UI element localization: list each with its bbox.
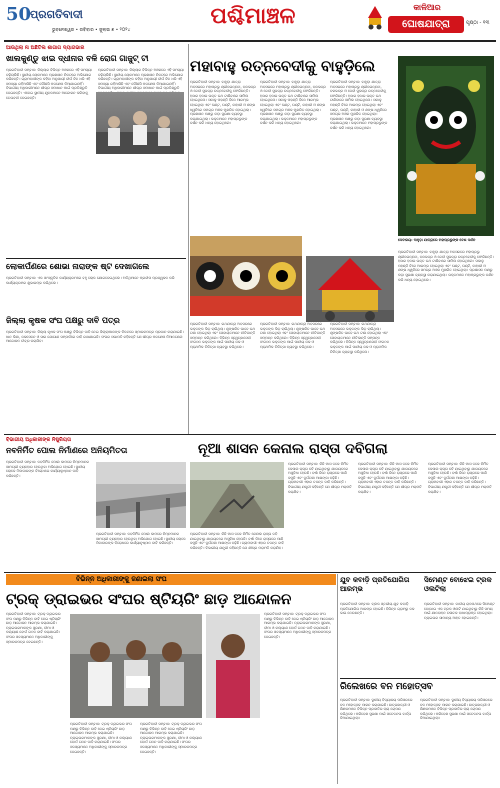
- left-road-body-col2: ପ୍ରଗତିବାଦୀ ସମ୍ବାଦ: ନବନିର୍ମିତ ପୋଲ କାମରେ ନିମ୍ନମାନର ସାମଗ୍ରୀ ବ୍ୟବହାର ହେଉଥିବା ଅଭିଯୋଗ ହୋଇଛି। ସ୍ଥାନୀୟ ଲୋକେ ଠିକାଦାରଙ୍କ ବିରୋଧରେ କାର୍ଯ୍ୟାନୁଷ୍ଠାନ ଦାବି କରିଛନ୍ତି।: [96, 532, 186, 546]
- rath-photo-left: [190, 236, 302, 316]
- meeting-photo: [96, 92, 184, 154]
- road-headline: ନୂଆ ଶାସନ କେନାଲ ରାସ୍ତା ଦବିଗଲା: [198, 441, 388, 457]
- left-mid-rule: [6, 258, 186, 259]
- badge-top-text: କାଳିଆର: [413, 3, 441, 12]
- main-headline: ମହାବାହୁ ରତ୍ନବେଦୀକୁ ବାହୁଡ଼ିଲେ: [190, 57, 376, 75]
- center-mid-body-col1: ପ୍ରଗତିବାଦୀ ସମ୍ବାଦ: ରଥଯାତ୍ରା ଅବସରରେ ଭକ୍ତଙ୍କ ଭିଡ଼ ଲାଗିଥିଲା। ଶୃଙ୍ଖଳିତ ଭାବେ ରଥ ଟଣା ହୋଇଥିଲା ଏବଂ ସେବାୟତମାନେ ନୀତିକାନ୍ତି ସମ୍ପନ୍ନ କରିଥିଲେ। ବିଭିନ୍ନ ସ୍ୱେଚ୍ଛାସେବୀ ସଂଗଠନ ଭକ୍ତଙ୍କ ପାଇଁ ପାନୀୟ ଜଳ ଓ ପ୍ରାଥମିକ ଚିକିତ୍ସା ବ୍ୟବସ୍ଥା କରିଥିଲେ।: [190, 322, 256, 349]
- forest-body-col1: ପ୍ରଗତିବାଦୀ ସମ୍ବାଦ: ସ୍ଥାନୀୟ ବିଦ୍ୟାଳୟ ପରିସରରେ ବନ ମହୋତ୍ସବ ପାଳନ କରାଯାଇଛି। ଛାତ୍ରଛାତ୍ରୀ ଓ ଶିକ୍ଷକମାନେ ବିଭିନ୍ନ ପ୍ରଜାତିର ଚାରା ରୋପଣ କରିଥିଲେ। ପରିବେଶ ସୁରକ୍ଷା ପାଇଁ ସଚେତନତା ବାର୍ତ୍ତା ଦିଆଯାଇଥିଲା।: [340, 698, 413, 721]
- strike-body-col3: ପ୍ରଗତିବାଦୀ ସମ୍ବାଦ: ଟ୍ରକ୍ ଡ୍ରାଇଭର ସଂଘ ପକ୍ଷରୁ ବିଭିନ୍ନ ଦାବି ନେଇ ଷ୍ଟିୟରିଂ ଛାଡ଼ ଆନ୍ଦୋଳନ ଆରମ୍ଭ କରାଯାଇଛି। ଡ୍ରାଇଭରମାନଙ୍କ ସୁରକ୍ଷା, ବୀମା ଓ କଲ୍ୟାଣ ବୋର୍ଡ ଗଠନ ଦାବି କରାଯାଇଛି। ସଂଘର ସଦସ୍ୟମାନେ ଅଧିକାରୀଙ୍କୁ ସ୍ମାରକପତ୍ର ଦେଇଛନ୍ତି।: [140, 722, 202, 754]
- strike-headline: ଟ୍ରକ୍ ଡ୍ରାଇଭର ସଂଘର ଷ୍ଟିୟରିଂ ଛାଡ଼ ଆନ୍ଦୋଳନ: [6, 590, 292, 608]
- badge-main-text: ଘୋଷଯାତ୍ରା: [388, 16, 464, 33]
- main-body-col3: ପ୍ରଗତିବାଦୀ ସମ୍ବାଦ: ବାହୁଡ଼ା ଯାତ୍ରା ଅବସରରେ ମହାପ୍ରଭୁ ଶ୍ରୀଜଗନ୍ନାଥ, ବଳଭଦ୍ର ଓ ଦେବୀ ସୁଭଦ୍ରା ରତ୍ନବେଦୀକୁ ଫେରିଛନ୍ତି। ହଜାର ହଜାର ଭକ୍ତ ରଥ ଟାଣିବାରେ ସାମିଲ ହୋଇଥିଲେ। ସକାଳୁ ପହଣ୍ଡି ବିଜେ ଆରମ୍ଭ ହୋଇଥିଲା ଏବଂ ଘଣ୍ଟ, ଘଣ୍ଟି, କାହାଳୀ ଓ ଶଙ୍ଖ ଧ୍ୱନିରେ ସମଗ୍ର ଅଞ୍ଚଳ ମୁଖରିତ ହୋଇଥିଲା। ପ୍ରଶାସନ ପକ୍ଷରୁ କଡ଼ା ସୁରକ୍ଷା ବ୍ୟବସ୍ଥା କରାଯାଇଥିଲା। ଭକ୍ତମାନେ ମହାପ୍ରଭୁଙ୍କ ଦର୍ଶନ କରି ଧନ୍ୟ ହୋଇଥିଲେ।: [330, 80, 388, 130]
- column-divider-2: [337, 574, 338, 784]
- woman-photo: [206, 614, 260, 718]
- paper-name: ପ୍ରଗତିବାଦୀ: [30, 8, 83, 21]
- sports-body: ପ୍ରଗତିବାଦୀ ସମ୍ବାଦ: ବ୍ଲକ ସ୍ତରୀୟ ଯୁବ କବାଡ଼ି ପ୍ରତିଯୋଗିତା ଆରମ୍ଭ ହୋଇଛି। ବିଭିନ୍ନ ଗ୍ରାମରୁ ଦଳ ଭାଗ ନେଉଛନ୍ତି।: [340, 602, 415, 616]
- road-damage-photo: [190, 462, 284, 528]
- strike-kicker-bar: ବିଭିନ୍ନ ଅଧିକାରୀଙ୍କୁ ଜଣାଇଲା ସଂଘ: [6, 574, 336, 585]
- left-low-body: ପ୍ରଗତିବାଦୀ ସମ୍ବାଦ: ଜିଲ୍ଲା କୃଷକ ସଂଘ ପକ୍ଷରୁ ବିଭିନ୍ନ ଦାବି ନେଇ ଜିଲ୍ଲାପାଳଙ୍କ ନିକଟରେ ସ୍ମାରକପତ୍ର ପ୍ରଦାନ କରାଯାଇଛି। ଧାନ କିଣା, ଜଳସେଚନ ଓ ସାର ଯୋଗାଣ ସମ୍ପର୍କରେ ଦାବି ରଖାଯାଇଛି। ସଂଘର ସଭାପତି କହିଛନ୍ତି ଯେ ଶୀଘ୍ର ପଦକ୍ଷେପ ନିଆନଗଲେ ଆନ୍ଦୋଳନ ତୀବ୍ର କରାଯିବ।: [6, 330, 184, 344]
- strike-body-col2: ପ୍ରଗତିବାଦୀ ସମ୍ବାଦ: ଟ୍ରକ୍ ଡ୍ରାଇଭର ସଂଘ ପକ୍ଷରୁ ବିଭିନ୍ନ ଦାବି ନେଇ ଷ୍ଟିୟରିଂ ଛାଡ଼ ଆନ୍ଦୋଳନ ଆରମ୍ଭ କରାଯାଇଛି। ଡ୍ରାଇଭରମାନଙ୍କ ସୁରକ୍ଷା, ବୀମା ଓ କଲ୍ୟାଣ ବୋର୍ଡ ଗଠନ ଦାବି କରାଯାଇଛି। ସଂଘର ସଦସ୍ୟମାନେ ଅଧିକାରୀଙ୍କୁ ସ୍ମାରକପତ୍ର ଦେଇଛନ୍ତି।: [70, 722, 132, 754]
- road-body-col0: ପ୍ରଗତିବାଦୀ ସମ୍ବାଦ: କିଛି ମାସ ତଳେ ନିର୍ମିତ କେନାଲ ରାସ୍ତା ଦବି ଯାଇଥିବାରୁ ଯାତାୟତରେ ଅସୁବିଧା ହେଉଛି। ବର୍ଷା ଦିନେ ରାସ୍ତାରେ ପାଣି ଜମୁଛି ଏବଂ ଦୁର୍ଘଟଣା ଆଶଙ୍କା ବଢ଼ିଛି। ଗ୍ରାମବାସୀ ଏହାର ତଦନ୍ତ ଦାବି କରିଛନ୍ତି। ବିଭାଗୀୟ ଯନ୍ତ୍ରୀ କହିଛନ୍ତି ଯେ ଶୀଘ୍ର ମରାମତି କରାଯିବ।: [190, 532, 284, 550]
- section-title: ପଶ୍ଚିମାଞ୍ଚଳ: [210, 4, 296, 29]
- center-mid-body-col3: ପ୍ରଗତିବାଦୀ ସମ୍ବାଦ: ରଥଯାତ୍ରା ଅବସରରେ ଭକ୍ତଙ୍କ ଭିଡ଼ ଲାଗିଥିଲା। ଶୃଙ୍ଖଳିତ ଭାବେ ରଥ ଟଣା ହୋଇଥିଲା ଏବଂ ସେବାୟତମାନେ ନୀତିକାନ୍ତି ସମ୍ପନ୍ନ କରିଥିଲେ। ବିଭିନ୍ନ ସ୍ୱେଚ୍ଛାସେବୀ ସଂଗଠନ ଭକ୍ତଙ୍କ ପାଇଁ ପାନୀୟ ଜଳ ଓ ପ୍ରାଥମିକ ଚିକିତ୍ସା ବ୍ୟବସ୍ଥା କରିଥିଲେ।: [330, 322, 390, 354]
- deity-photo: [398, 56, 494, 236]
- left-mid-headline: ଲୋକାର୍ପଣରେ ଶୋଭା ନାରାଙ୍କ ଷ୍ଟ ଦେଖାଗଲେ: [6, 262, 150, 271]
- strike-body-col1: ପ୍ରଗତିବାଦୀ ସମ୍ବାଦ: ଟ୍ରକ୍ ଡ୍ରାଇଭର ସଂଘ ପକ୍ଷରୁ ବିଭିନ୍ନ ଦାବି ନେଇ ଷ୍ଟିୟରିଂ ଛାଡ଼ ଆନ୍ଦୋଳନ ଆରମ୍ଭ କରାଯାଇଛି। ଡ୍ରାଇଭରମାନଙ୍କ ସୁରକ୍ଷା, ବୀମା ଓ କଲ୍ୟାଣ ବୋର୍ଡ ଗଠନ ଦାବି କରାଯାଇଛି। ସଂଘର ସଦସ୍ୟମାନେ ଅଧିକାରୀଙ୍କୁ ସ୍ମାରକପତ୍ର ଦେଇଛନ୍ତି।: [6, 612, 62, 644]
- left-top-body: ପ୍ରଗତିବାଦୀ ସମ୍ବାଦ: ଜିଲ୍ଲାର ବିଭିନ୍ନ ଅଞ୍ଚଳରେ ଏହି ସମସ୍ୟା ବଢ଼ିଚାଲିଛି। ସ୍ଥାନୀୟ ଲୋକମାନେ ପ୍ରଶାସନ ନିକଟରେ ଅଭିଯୋଗ କରିଛନ୍ତି। ଗ୍ରାମବାସୀଙ୍କ କହିବା ଅନୁଯାୟୀ ଦୀର୍ଘ ଦିନ ଧରି ଏହି ସମସ୍ୟା ରହିଆସିଛି ଏବଂ କୌଣସି ପଦକ୍ଷେପ ନିଆଯାଇନାହିଁ। ବିଭାଗୀୟ ଅଧିକାରୀମାନେ ଶୀଘ୍ର ସମାଧାନ ପାଇଁ ପ୍ରତିଶ୍ରୁତି ଦେଇଛନ୍ତି। ଏନେଇ ସ୍ଥାନୀୟ ଯୁବକମାନେ ଆନ୍ଦୋଳନ କରିବାକୁ ଚେତାବନୀ ଦେଇଛନ୍ତି।: [6, 68, 92, 100]
- left-top-kicker: ଆଉଥିଲା ନା ଅଛିତିଲ ଶାଗାଗ ଦ୍ୟାଗଭାର: [6, 45, 85, 51]
- main-body-col1: ପ୍ରଗତିବାଦୀ ସମ୍ବାଦ: ବାହୁଡ଼ା ଯାତ୍ରା ଅବସରରେ ମହାପ୍ରଭୁ ଶ୍ରୀଜଗନ୍ନାଥ, ବଳଭଦ୍ର ଓ ଦେବୀ ସୁଭଦ୍ରା ରତ୍ନବେଦୀକୁ ଫେରିଛନ୍ତି। ହଜାର ହଜାର ଭକ୍ତ ରଥ ଟାଣିବାରେ ସାମିଲ ହୋଇଥିଲେ। ସକାଳୁ ପହଣ୍ଡି ବିଜେ ଆରମ୍ଭ ହୋଇଥିଲା ଏବଂ ଘଣ୍ଟ, ଘଣ୍ଟି, କାହାଳୀ ଓ ଶଙ୍ଖ ଧ୍ୱନିରେ ସମଗ୍ର ଅଞ୍ଚଳ ମୁଖରିତ ହୋଇଥିଲା। ପ୍ରଶାସନ ପକ୍ଷରୁ କଡ଼ା ସୁରକ୍ଷା ବ୍ୟବସ୍ଥା କରାଯାଇଥିଲା। ଭକ୍ତମାନେ ମହାପ୍ରଭୁଙ୍କ ଦର୍ଶନ କରି ଧନ୍ୟ ହୋଇଥିଲେ।: [190, 80, 256, 126]
- rathayatra-badge: [388, 3, 464, 35]
- strike-photo: [70, 614, 202, 718]
- sports-headline: ଯୁବ କବାଡ଼ି ପ୍ରତିଯୋଗିତା ଆରମ୍ଭ: [340, 576, 410, 593]
- section2-rule: [4, 434, 496, 435]
- left-top-body-col2: ପ୍ରଗତିବାଦୀ ସମ୍ବାଦ: ଜିଲ୍ଲାର ବିଭିନ୍ନ ଅଞ୍ଚଳରେ ଏହି ସମସ୍ୟା ବଢ଼ିଚାଲିଛି। ସ୍ଥାନୀୟ ଲୋକମାନେ ପ୍ରଶାସନ ନିକଟରେ ଅଭିଯୋଗ କରିଛନ୍ତି। ଗ୍ରାମବାସୀଙ୍କ କହିବା ଅନୁଯାୟୀ ଦୀର୍ଘ ଦିନ ଧରି ଏହି ସମସ୍ୟା ରହିଆସିଛି ଏବଂ କୌଣସି ପଦକ୍ଷେପ ନିଆଯାଇନାହିଁ। ବିଭାଗୀୟ ଅଧିକାରୀମାନେ ଶୀଘ୍ର ସମାଧାନ ପାଇଁ ପ୍ରତିଶ୍ରୁତି: [98, 68, 184, 91]
- road-body-col1: ପ୍ରଗତିବାଦୀ ସମ୍ବାଦ: କିଛି ମାସ ତଳେ ନିର୍ମିତ କେନାଲ ରାସ୍ତା ଦବି ଯାଇଥିବାରୁ ଯାତାୟତରେ ଅସୁବିଧା ହେଉଛି। ବର୍ଷା ଦିନେ ରାସ୍ତାରେ ପାଣି ଜମୁଛି ଏବଂ ଦୁର୍ଘଟଣା ଆଶଙ୍କା ବଢ଼ିଛି। ଗ୍ରାମବାସୀ ଏହାର ତଦନ୍ତ ଦାବି କରିଛନ୍ତି। ବିଭାଗୀୟ ଯନ୍ତ୍ରୀ କହିଛନ୍ତି ଯେ ଶୀଘ୍ର ମରାମତି କରାଯିବ।: [288, 462, 352, 494]
- left-top-headline: ଖାଲକୁଣ୍ଡୁ ଝାଇ ଦ୍ଧୀନାର ବଳି ରୋଗ ଗାଜୁଟ୍ ଟୀ: [6, 54, 149, 63]
- cement-headline: ସିମେଣ୍ଟ ବୋଝେଇ ଟ୍ରକ ଓଲଟିଲା: [424, 576, 492, 593]
- chariot-icon: [366, 6, 384, 30]
- right-col-body: ପ୍ରଗତିବାଦୀ ସମ୍ବାଦ: ବାହୁଡ଼ା ଯାତ୍ରା ଅବସରରେ ମହାପ୍ରଭୁ ଶ୍ରୀଜଗନ୍ନାଥ, ବଳଭଦ୍ର ଓ ଦେବୀ ସୁଭଦ୍ରା ରତ୍ନବେଦୀକୁ ଫେରିଛନ୍ତି। ହଜାର ହଜାର ଭକ୍ତ ରଥ ଟାଣିବାରେ ସାମିଲ ହୋଇଥିଲେ। ସକାଳୁ ପହଣ୍ଡି ବିଜେ ଆରମ୍ଭ ହୋଇଥିଲା ଏବଂ ଘଣ୍ଟ, ଘଣ୍ଟି, କାହାଳୀ ଓ ଶଙ୍ଖ ଧ୍ୱନିରେ ସମଗ୍ର ଅଞ୍ଚଳ ମୁଖରିତ ହୋଇଥିଲା। ପ୍ରଶାସନ ପକ୍ଷରୁ କଡ଼ା ସୁରକ୍ଷା ବ୍ୟବସ୍ଥା କରାଯାଇଥିଲା। ଭକ୍ତମାନେ ମହାପ୍ରଭୁଙ୍କ ଦର୍ଶନ କରି ଧନ୍ୟ ହୋଇଥିଲେ।: [398, 250, 494, 282]
- left-low-headline: ଜିଲ୍ଲା କୃଷକ ସଂଘ ପକ୍ଷରୁ ଦାବି ପତ୍ର: [6, 316, 120, 325]
- cement-body: ପ୍ରଗତିବାଦୀ ସମ୍ବାଦ: ଜାତୀୟ ରାଜପଥରେ ସିମେଣ୍ଟ ବୋଝେଇ ଏକ ଟ୍ରକ ଓଲଟି ଯାଇଥିବାରୁ କିଛି ସମୟ ପାଇଁ ଯାନବାହନ ଚଳାଚଳ ବାଧାପ୍ରାପ୍ତ ହୋଇଥିଲା। ଡ୍ରାଇଭର ସାମାନ୍ୟ ଆହତ ହୋଇଛନ୍ତି।: [424, 602, 495, 620]
- strike-body-col4: ପ୍ରଗତିବାଦୀ ସମ୍ବାଦ: ଟ୍ରକ୍ ଡ୍ରାଇଭର ସଂଘ ପକ୍ଷରୁ ବିଭିନ୍ନ ଦାବି ନେଇ ଷ୍ଟିୟରିଂ ଛାଡ଼ ଆନ୍ଦୋଳନ ଆରମ୍ଭ କରାଯାଇଛି। ଡ୍ରାଇଭରମାନଙ୍କ ସୁରକ୍ଷା, ବୀମା ଓ କଲ୍ୟାଣ ବୋର୍ଡ ଗଠନ ଦାବି କରାଯାଇଛି। ସଂଘର ସଦସ୍ୟମାନେ ଅଧିକାରୀଙ୍କୁ ସ୍ମାରକପତ୍ର ଦେଇଛନ୍ତି।: [264, 612, 334, 639]
- column-divider-1: [188, 44, 189, 434]
- page-label: ପୃଷ୍ଠା - ୧୩: [466, 20, 490, 26]
- left-road-headline: ନବନିର୍ମିତ ପୋଲ ନିର୍ମାଣରେ ଅନିୟମିତତା: [6, 446, 128, 455]
- anniversary-logo: 50: [6, 4, 32, 25]
- section2-kicker: ବିଭାଗୀୟ ଅଧିକାରୀଙ୍କ ନିଷ୍କ୍ରିୟତା: [6, 437, 71, 443]
- forest-headline: ରିଲେଖରେ ବନ ମହୋତ୍ସବ: [340, 682, 433, 692]
- road-body-col2: ପ୍ରଗତିବାଦୀ ସମ୍ବାଦ: କିଛି ମାସ ତଳେ ନିର୍ମିତ କେନାଲ ରାସ୍ତା ଦବି ଯାଇଥିବାରୁ ଯାତାୟତରେ ଅସୁବିଧା ହେଉଛି। ବର୍ଷା ଦିନେ ରାସ୍ତାରେ ପାଣି ଜମୁଛି ଏବଂ ଦୁର୍ଘଟଣା ଆଶଙ୍କା ବଢ଼ିଛି। ଗ୍ରାମବାସୀ ଏହାର ତଦନ୍ତ ଦାବି କରିଛନ୍ତି। ବିଭାଗୀୟ ଯନ୍ତ୍ରୀ କହିଛନ୍ତି ଯେ ଶୀଘ୍ର ମରାମତି କରାଯିବ।: [358, 462, 422, 494]
- strike-rule: [4, 572, 496, 573]
- forest-rule: [340, 678, 496, 679]
- bridge-photo: [96, 462, 186, 528]
- dateline: ଭୁବନେଶ୍ୱର • ରବିବାର • ଜୁଲାଇ ୭ • ୨୦୨୪: [52, 28, 131, 33]
- deity-photo-caption: ଦେବାଳୟ: ବାହୁଡ଼ା ଯାତ୍ରାରେ ମହାପ୍ରଭୁଙ୍କ ବେଶ ଦର୍ଶନ: [398, 238, 476, 242]
- masthead: [0, 0, 500, 44]
- center-mid-body-col2: ପ୍ରଗତିବାଦୀ ସମ୍ବାଦ: ରଥଯାତ୍ରା ଅବସରରେ ଭକ୍ତଙ୍କ ଭିଡ଼ ଲାଗିଥିଲା। ଶୃଙ୍ଖଳିତ ଭାବେ ରଥ ଟଣା ହୋଇଥିଲା ଏବଂ ସେବାୟତମାନେ ନୀତିକାନ୍ତି ସମ୍ପନ୍ନ କରିଥିଲେ। ବିଭିନ୍ନ ସ୍ୱେଚ୍ଛାସେବୀ ସଂଗଠନ ଭକ୍ତଙ୍କ ପାଇଁ ପାନୀୟ ଜଳ ଓ ପ୍ରାଥମିକ ଚିକିତ୍ସା ବ୍ୟବସ୍ଥା କରିଥିଲେ।: [260, 322, 326, 349]
- rath-photo-right: [306, 256, 394, 322]
- main-body-col2: ପ୍ରଗତିବାଦୀ ସମ୍ବାଦ: ବାହୁଡ଼ା ଯାତ୍ରା ଅବସରରେ ମହାପ୍ରଭୁ ଶ୍ରୀଜଗନ୍ନାଥ, ବଳଭଦ୍ର ଓ ଦେବୀ ସୁଭଦ୍ରା ରତ୍ନବେଦୀକୁ ଫେରିଛନ୍ତି। ହଜାର ହଜାର ଭକ୍ତ ରଥ ଟାଣିବାରେ ସାମିଲ ହୋଇଥିଲେ। ସକାଳୁ ପହଣ୍ଡି ବିଜେ ଆରମ୍ଭ ହୋଇଥିଲା ଏବଂ ଘଣ୍ଟ, ଘଣ୍ଟି, କାହାଳୀ ଓ ଶଙ୍ଖ ଧ୍ୱନିରେ ସମଗ୍ର ଅଞ୍ଚଳ ମୁଖରିତ ହୋଇଥିଲା। ପ୍ରଶାସନ ପକ୍ଷରୁ କଡ଼ା ସୁରକ୍ଷା ବ୍ୟବସ୍ଥା କରାଯାଇଥିଲା। ଭକ୍ତମାନେ ମହାପ୍ରଭୁଙ୍କ ଦର୍ଶନ କରି ଧନ୍ୟ ହୋଇଥିଲେ।: [260, 80, 326, 126]
- left-mid-body: ପ୍ରଗତିବାଦୀ ସମ୍ବାଦ: ଏକ ସାଂସ୍କୃତିକ କାର୍ଯ୍ୟକ୍ରମରେ ବହୁ ଲୋକ ଯୋଗଦେଇଥିଲେ। ଅତିଥିମାନେ ପ୍ରଦୀପ ପ୍ରଜ୍ୱଳନ କରି କାର୍ଯ୍ୟକ୍ରମର ଶୁଭାରମ୍ଭ କରିଥିଲେ।: [6, 276, 175, 285]
- road-body-col3: ପ୍ରଗତିବାଦୀ ସମ୍ବାଦ: କିଛି ମାସ ତଳେ ନିର୍ମିତ କେନାଲ ରାସ୍ତା ଦବି ଯାଇଥିବାରୁ ଯାତାୟତରେ ଅସୁବିଧା ହେଉଛି। ବର୍ଷା ଦିନେ ରାସ୍ତାରେ ପାଣି ଜମୁଛି ଏବଂ ଦୁର୍ଘଟଣା ଆଶଙ୍କା ବଢ଼ିଛି। ଗ୍ରାମବାସୀ ଏହାର ତଦନ୍ତ ଦାବି କରିଛନ୍ତି। ବିଭାଗୀୟ ଯନ୍ତ୍ରୀ କହିଛନ୍ତି ଯେ ଶୀଘ୍ର ମରାମତି କରାଯିବ।: [428, 462, 492, 494]
- left-road-body: ପ୍ରଗତିବାଦୀ ସମ୍ବାଦ: ନବନିର୍ମିତ ପୋଲ କାମରେ ନିମ୍ନମାନର ସାମଗ୍ରୀ ବ୍ୟବହାର ହେଉଥିବା ଅଭିଯୋଗ ହୋଇଛି। ସ୍ଥାନୀୟ ଲୋକେ ଠିକାଦାରଙ୍କ ବିରୋଧରେ କାର୍ଯ୍ୟାନୁଷ୍ଠାନ ଦାବି କରିଛନ୍ତି।: [6, 460, 90, 478]
- forest-body-col2: ପ୍ରଗତିବାଦୀ ସମ୍ବାଦ: ସ୍ଥାନୀୟ ବିଦ୍ୟାଳୟ ପରିସରରେ ବନ ମହୋତ୍ସବ ପାଳନ କରାଯାଇଛି। ଛାତ୍ରଛାତ୍ରୀ ଓ ଶିକ୍ଷକମାନେ ବିଭିନ୍ନ ପ୍ରଜାତିର ଚାରା ରୋପଣ କରିଥିଲେ। ପରିବେଶ ସୁରକ୍ଷା ପାଇଁ ସଚେତନତା ବାର୍ତ୍ତା ଦିଆଯାଇଥିଲା।: [420, 698, 493, 721]
- masthead-rule: [4, 40, 496, 42]
